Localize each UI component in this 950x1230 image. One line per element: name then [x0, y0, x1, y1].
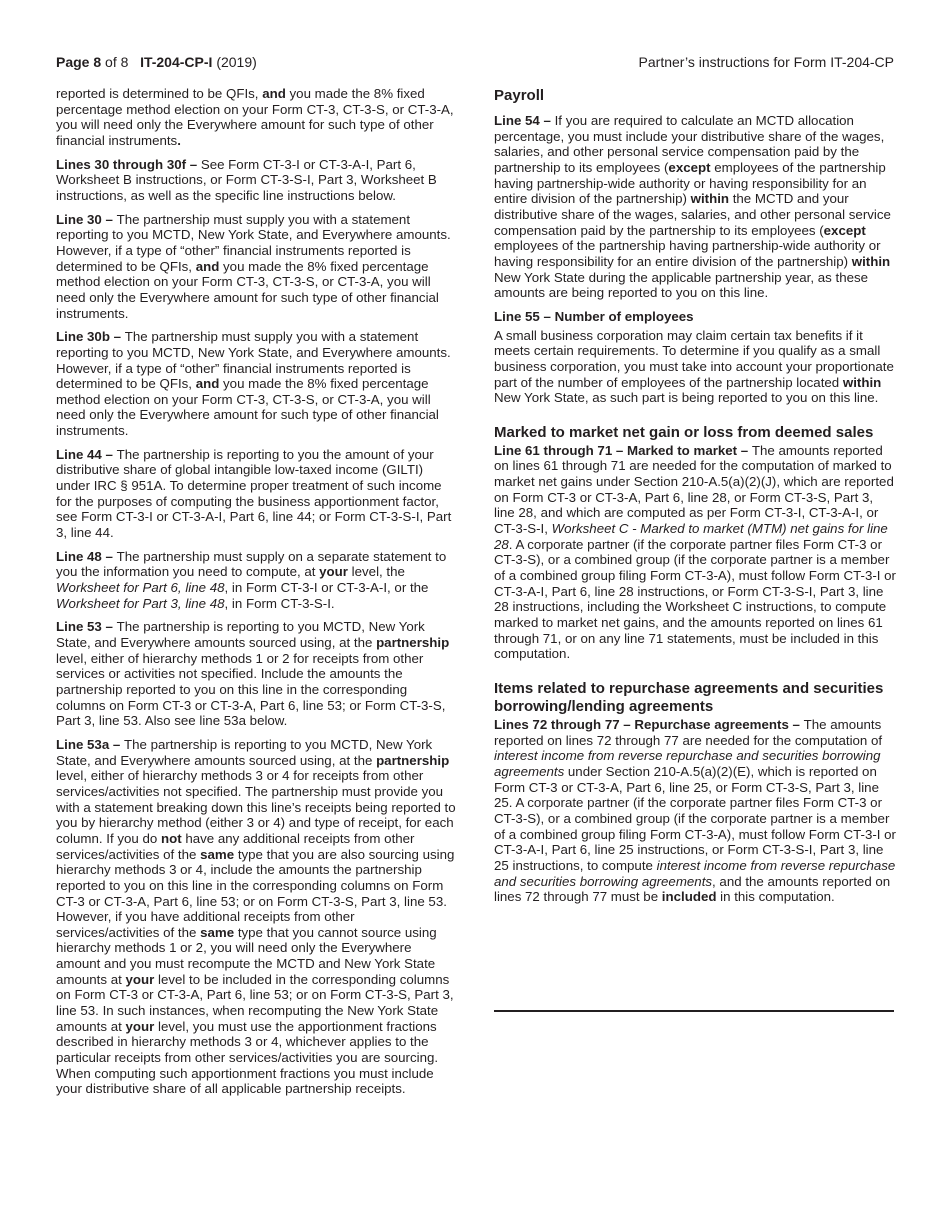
- text-run: you made the 8% fixed percentage method election on your Form CT-3, CT-3-S, or CT-3-A, you will need only the Everywhere amount for such type of other financial instruments.: [56, 258, 439, 321]
- text-run: See Form CT-3-I or CT-3-A-I, Part 6, Worksheet B instructions, or Form CT-3-S-I, Part 3, Worksheet B instructions, as well as the specific line instructions below.: [56, 156, 437, 203]
- text-run: type that you cannot source using hierarchy methods 1 or 2, you will need only the Everywhere amount and you must recompute the MCTD and New York State amounts at: [56, 924, 437, 987]
- text-run: interest income from reverse repurchase and securities borrowing agreements: [494, 748, 881, 779]
- text-run: you made the 8% fixed percentage method election on your Form CT-3, CT-3-S, or CT-3-A, you will need only the Everywhere amount for such type of other financial instruments.: [56, 376, 439, 439]
- text-run: The partnership must supply on a separate statement to you the information you need to compute, at: [56, 548, 447, 580]
- text-run: level to be included in the corresponding columns on Form CT-3 or CT-3-A, Part 6, line 53; or on Form CT-3-S, Part 3, line 53. In such instances, when recomputing the New York State amounts at: [56, 971, 454, 1034]
- text-run: type that you are also sourcing using hierarchy methods 3 or 4, include the amounts the partnership reported to you on this line in the corresponding columns on Form CT-3 or CT-3-A, Part 6, line 53; or on Form CT-3-S, Part 3, line 53. However, if you have additional receipts from other services/activities of the: [56, 846, 455, 940]
- text-run: Line 44 –: [56, 446, 117, 462]
- text-run: and: [195, 376, 220, 392]
- text-run: interest income from reverse repurchase and securities borrowing agreements: [494, 857, 896, 889]
- text-run: the MCTD and your distributive share of the wages, salaries, and other personal service compensation paid by the partnership to its employees (: [494, 191, 891, 238]
- form-year: (2019): [216, 54, 257, 70]
- text-run: partnership: [376, 635, 450, 650]
- text-run: have any additional receipts from other services/activities of the: [56, 830, 415, 862]
- line-53: [56, 619, 458, 729]
- text-run: Line 53a –: [56, 736, 124, 752]
- line-55: [494, 328, 896, 406]
- text-run: in this computation.: [716, 889, 835, 905]
- text-run: If you are required to calculate an MCTD allocation percentage, you must include your distributive share of the wages, salaries, and other personal service compensation paid by the partnership to its employees (: [494, 113, 885, 175]
- document-title: Partner’s instructions for Form IT-204-CP: [638, 54, 894, 70]
- text-run: Worksheet for Part 6, line 48: [56, 580, 225, 596]
- line-48: [56, 549, 458, 612]
- marked-to-market-heading: Marked to market net gain or loss from deemed sales: [494, 423, 874, 441]
- text-run: The amounts reported on lines 72 through 77 are needed for the computation of: [494, 717, 883, 748]
- form-code: IT-204-CP-I: [140, 54, 213, 70]
- text-run: level, you must use the apportionment fractions described in hierarchy methods 3 or 4, whichever applies to the particular receipts from other services/activities you are sourcing. When computing such apportionment fractions you must include your distributive share of all applicable partnership receipts.: [56, 1018, 439, 1097]
- text-run: Line 54 –: [494, 113, 555, 128]
- text-run: level, either of hierarchy methods 3 or 4 for receipts from other services/activities not specified. The partnership must provide you with a statement breaking down this line’s receipts being reported to you by hierarchy method (either 3 or 4) and type of receipt, for each column. If you do: [56, 768, 456, 846]
- text-run: employees of the partnership having partnership-wide authority or having responsibility for an entire division of the partnership): [494, 159, 886, 207]
- right-column: [494, 86, 896, 913]
- text-run: included: [661, 889, 717, 905]
- section-end-rule: [494, 1010, 894, 1012]
- text-run: , in Form CT-3-I or CT-3-A-I, or the: [224, 580, 429, 596]
- text-run: not: [160, 830, 182, 846]
- text-run: A small business corporation may claim certain tax benefits if it meets certain requirements. To determine if you qualify as a small business corporation, you must take into account your proportionate part of the number of employees of the partnership located: [494, 327, 894, 390]
- text-run: within: [690, 191, 730, 207]
- text-run: reported is determined to be QFIs,: [56, 86, 263, 101]
- line-54: [494, 113, 896, 301]
- page-header: [56, 53, 894, 73]
- line-55-heading: Line 55 – Number of employees: [494, 308, 694, 324]
- text-run: same: [200, 924, 235, 940]
- text-run: Lines 30 through 30f –: [56, 156, 201, 172]
- text-run: .: [177, 132, 181, 148]
- text-run: . A corporate partner (if the corporate partner files Form CT-3 or CT-3-S), or a combined group (if the corporate partner is a member of a combined group filing Form CT-3-A), must follow Form CT-3-I or CT-3-A-I, Part 6, line 28 instructions, or Form CT-3-S-I, Part 3, line 28 instructions, including the Worksheet C instructions, to compute marked to market net gains, and the amounts reported on lines 61 through 71, or on any line 71 statements, must be included in this computation.: [494, 536, 896, 662]
- text-run: employees of the partnership having partnership-wide authority or having responsibility for an entire division of the partnership): [494, 238, 881, 269]
- page-total: of 8: [105, 54, 129, 70]
- line-53a: [56, 737, 458, 1097]
- text-run: The partnership is reporting to you MCTD, New York State, and Everywhere amounts sourced using, at the: [56, 736, 433, 768]
- text-run: your: [125, 1018, 155, 1034]
- payroll-heading: Payroll: [494, 87, 545, 104]
- text-run: and: [262, 86, 286, 101]
- text-run: Line 61 through 71 – Marked to market –: [494, 442, 752, 458]
- text-run: Line 30b –: [56, 329, 125, 345]
- intro-continuation: [56, 86, 458, 149]
- text-run: level, the: [347, 564, 405, 580]
- text-run: The amounts reported on lines 61 through 71 are needed for the computation of marked to market net gains under Section 210-A.5(a)(2)(J), which are reported on Form CT-3 or CT-3-A, Part 6, line 28, or Form CT-3-S, Part 3, line 28, and which are computed as per Form CT-3-I, CT-3-A-I, or CT-3-S-I,: [494, 442, 894, 537]
- text-run: same: [200, 846, 235, 862]
- text-run: The partnership must supply you with a statement reporting to you MCTD, New York State, and Everywhere amounts. However, if a type of “other” financial instruments reported is determined to be QFIs,: [56, 329, 451, 392]
- page-current: Page 8: [56, 54, 102, 70]
- text-run: Line 53 –: [56, 619, 117, 635]
- text-run: within: [842, 374, 882, 390]
- text-run: The partnership is reporting to you the amount of your distributive share of global intangible low-taxed income (GILTI) under IRC § 951A. To determine proper treatment of such income for the purposes of computing the business apportionment factor, see Form CT-3-I or CT-3-A-I, Part 6, line 44; or Form CT-3-S-I, Part 3, line 44.: [56, 446, 452, 541]
- line-30: [56, 212, 458, 322]
- line-30-through-30f: [56, 157, 458, 204]
- text-run: The partnership is reporting to you MCTD, New York State, and Everywhere amounts sourced using, at the: [56, 619, 425, 650]
- text-run: Worksheet for Part 3, line 48: [56, 595, 225, 611]
- text-run: New York State during the applicable partnership year, as these amounts are being reported to you on this line.: [494, 269, 869, 301]
- line-61-through-71: [494, 443, 896, 662]
- line-30b: [56, 329, 458, 439]
- text-run: , and the amounts reported on lines 72 through 77 must be: [494, 873, 891, 905]
- text-run: New York State, as such part is being reported to you on this line.: [494, 390, 879, 406]
- text-run: partnership: [376, 752, 450, 768]
- text-run: , in Form CT-3-S-I.: [224, 595, 335, 611]
- text-run: under Section 210-A.5(a)(2)(E), which is reported on Form CT-3 or CT-3-A, Part 6, line 25, or Form CT-3-S, Part 3, line 25. A corporate partner (if the corporate partner files Form CT-3 or CT-3-S), or a combined group (if the corporate partner is a member of a combined group filing Form CT-3-A), must follow Form CT-3-I or CT-3-A-I, Part 6, line 25 instructions, or Form CT-3-S-I, Part 3, line 25 instructions, to compute: [494, 763, 896, 873]
- text-run: Worksheet C - Marked to market (MTM) net gains for line 28: [494, 521, 888, 552]
- line-72-through-77: [494, 717, 896, 905]
- text-run: and: [195, 258, 220, 274]
- repurchase-agreements-heading: Items related to repurchase agreements and securities borrowing/lending agreements: [494, 680, 884, 715]
- text-run: Line 48 –: [56, 548, 117, 564]
- left-column: [56, 86, 458, 1105]
- text-run: Line 30 –: [56, 211, 117, 227]
- page-number-label: [56, 53, 257, 71]
- text-run: except: [668, 159, 711, 175]
- text-run: The partnership must supply you with a statement reporting to you MCTD, New York State, and Everywhere amounts. However, if a type of “other” financial instruments reported is determined to be QFIs,: [56, 211, 451, 274]
- text-run: except: [823, 222, 866, 238]
- text-run: Lines 72 through 77 – Repurchase agreements –: [494, 717, 804, 732]
- text-run: level, either of hierarchy methods 1 or 2 for receipts from other services or activities not specified. Include the amounts the partnership reported to you on this line in the corresponding columns on Form CT-3 or CT-3-A, Part 6, line 53; or Form CT-3-S, Part 3, line 53. Also see line 53a below.: [56, 650, 446, 729]
- text-run: your: [319, 564, 348, 580]
- text-run: your: [125, 971, 155, 987]
- text-run: you made the 8% fixed percentage method election on your Form CT-3, CT-3-S, or CT-3-A, you will need only the Everywhere amount for such type of other financial instruments: [56, 86, 454, 148]
- line-44: [56, 447, 458, 541]
- text-run: within: [851, 253, 891, 269]
